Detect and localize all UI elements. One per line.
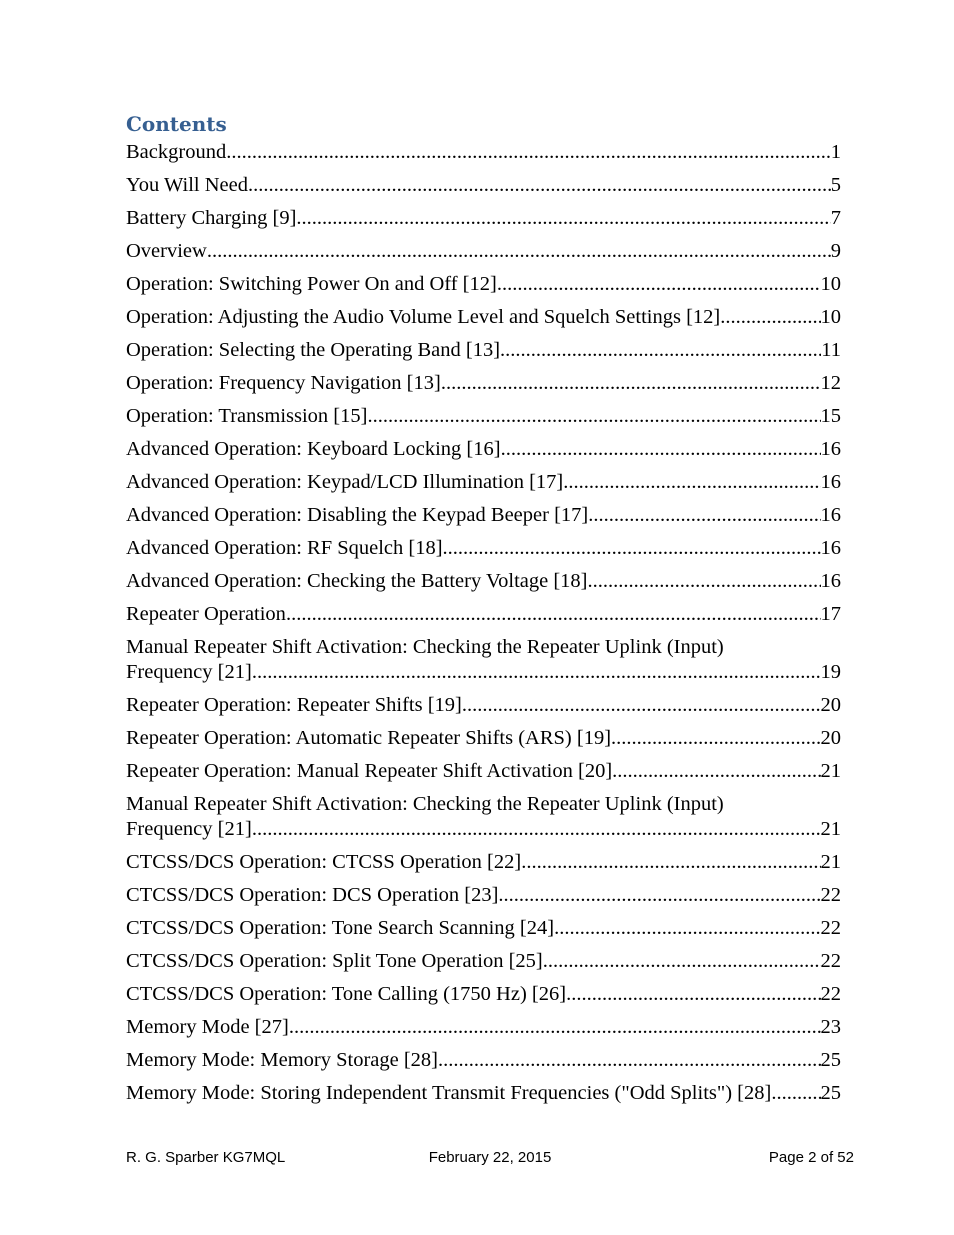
toc-entry-page: 15 [820,405,841,427]
toc-entry-title: CTCSS/DCS Operation: Split Tone Operation [25] [126,950,543,972]
toc-entry-title: Overview [126,240,207,262]
toc-entry-page: 10 [820,306,841,328]
toc-entry-title: Advanced Operation: Keyboard Locking [16] [126,438,501,460]
toc-entry[interactable] [126,305,841,330]
toc-entry-title: CTCSS/DCS Operation: CTCSS Operation [22] [126,851,522,873]
dot-leader [500,338,821,363]
footer-date: February 22, 2015 [428,1149,552,1166]
dot-leader [611,726,820,751]
toc-entry[interactable] [126,759,841,784]
toc-entry-title: Battery Charging [9] [126,207,297,229]
dot-leader [588,503,820,528]
toc-entry-page: 22 [820,917,841,939]
toc-entry[interactable] [126,536,841,561]
dot-leader [286,602,821,627]
toc-entry-title: Operation: Adjusting the Audio Volume Level and Squelch Settings [12] [126,306,721,328]
dot-leader [207,239,831,264]
toc-entry-page: 5 [830,174,841,196]
toc-entry-title: Background [126,141,227,163]
toc-entry-page: 22 [820,950,841,972]
toc-heading: Contents [126,112,227,136]
dot-leader [497,272,821,297]
toc-entry[interactable] [126,726,841,751]
toc-entry-page: 1 [830,141,841,163]
toc-entry[interactable] [126,982,841,1007]
dot-leader [498,883,820,908]
toc-entry-page: 20 [820,694,841,716]
toc-entry-title: CTCSS/DCS Operation: Tone Calling (1750 Hz) [26] [126,983,567,1005]
dot-leader [521,850,820,875]
toc-entry-page: 16 [820,504,841,526]
toc-entry-title: Operation: Frequency Navigation [13] [126,372,441,394]
toc-entry-page: 21 [820,760,841,782]
page-footer [126,1149,854,1169]
toc-entry[interactable] [126,140,841,165]
toc-entry-page: 19 [820,661,841,683]
toc-entry-title: Memory Mode: Storing Independent Transmit Frequencies ("Odd Splits") [28] [126,1082,772,1104]
toc-entry[interactable] [126,338,841,363]
dot-leader [563,470,820,495]
toc-entry-title: Operation: Switching Power On and Off [12] [126,273,497,295]
toc-entry[interactable] [126,883,841,908]
toc-entry-title: Advanced Operation: Keypad/LCD Illumination [17] [126,471,564,493]
toc-entry[interactable] [126,371,841,396]
toc-entry[interactable] [126,949,841,974]
toc-entry-page: 25 [820,1082,841,1104]
footer-page-number: Page 2 of 52 [768,1149,854,1166]
toc-entry[interactable] [126,272,841,297]
toc-entry-page: 16 [820,471,841,493]
dot-leader [443,536,821,561]
toc-entry[interactable] [126,503,841,528]
dot-leader [501,437,821,462]
dot-leader [612,759,820,784]
toc-entry[interactable] [126,1015,841,1040]
toc-entry-page: 7 [830,207,841,229]
toc-entry[interactable] [126,239,841,264]
dot-leader [438,1048,821,1073]
toc-entry-page: 23 [820,1016,841,1038]
toc-entry-title: CTCSS/DCS Operation: DCS Operation [23] [126,884,499,906]
dot-leader [554,916,820,941]
dot-leader [226,140,831,165]
toc-entry-title: Repeater Operation: Repeater Shifts [19] [126,694,462,716]
dot-leader [252,660,821,685]
toc-entry-page: 11 [821,339,841,361]
toc-entry-page: 16 [820,570,841,592]
toc-entry-title: You Will Need [126,174,248,196]
toc-entry-title: Advanced Operation: Checking the Battery Voltage [18] [126,570,588,592]
dot-leader [771,1081,820,1106]
dot-leader [441,371,821,396]
toc-entry[interactable] [126,206,841,231]
toc-entry-page: 25 [820,1049,841,1071]
toc-entry-title: Repeater Operation: Manual Repeater Shift Activation [20] [126,760,613,782]
toc-entry[interactable] [126,693,841,718]
toc-entry-title: Operation: Transmission [15] [126,405,368,427]
toc-entry-title: CTCSS/DCS Operation: Tone Search Scanning [24] [126,917,555,939]
toc-entry-title-continued: Frequency [21] [126,661,252,683]
toc-entry[interactable] [126,569,841,594]
dot-leader [720,305,820,330]
toc-entry[interactable] [126,470,841,495]
dot-leader [566,982,820,1007]
toc-entry-page: 22 [820,983,841,1005]
toc-entry-title: Repeater Operation: Automatic Repeater Shifts (ARS) [19] [126,727,612,749]
toc-entry[interactable] [126,1048,841,1073]
toc-entry-title: Memory Mode: Memory Storage [28] [126,1049,438,1071]
dot-leader [248,173,831,198]
toc-entry[interactable] [126,850,841,875]
toc-entry[interactable] [126,602,841,627]
toc-entry-page: 16 [820,438,841,460]
toc-entry-title: Manual Repeater Shift Activation: Checking the Repeater Uplink (Input) [126,636,724,658]
toc-entry-page: 20 [820,727,841,749]
toc-entry-title: Memory Mode [27] [126,1016,289,1038]
dot-leader [252,817,821,842]
dot-leader [367,404,820,429]
toc-entry-title-continued: Frequency [21] [126,818,252,840]
dot-leader [289,1015,821,1040]
toc-entry-page: 10 [820,273,841,295]
toc-entry[interactable] [126,1081,841,1106]
dot-leader [543,949,821,974]
dot-leader [462,693,821,718]
toc-entry-title: Manual Repeater Shift Activation: Checking the Repeater Uplink (Input) [126,793,724,815]
toc-entry[interactable] [126,792,841,842]
toc-entry-page: 17 [820,603,841,625]
toc-entry-title: Advanced Operation: RF Squelch [18] [126,537,443,559]
toc-entry-page: 9 [830,240,841,262]
toc-entry[interactable] [126,437,841,462]
toc-entry-page: 22 [820,884,841,906]
table-of-contents [126,140,841,1114]
toc-entry[interactable] [126,635,841,685]
toc-entry[interactable] [126,404,841,429]
toc-entry-page: 21 [820,851,841,873]
toc-entry-page: 16 [820,537,841,559]
footer-author: R. G. Sparber KG7MQL [126,1149,286,1166]
toc-entry-title: Advanced Operation: Disabling the Keypad Beeper [17] [126,504,589,526]
dot-leader [588,569,821,594]
toc-entry-title: Operation: Selecting the Operating Band [13] [126,339,501,361]
dot-leader [296,206,830,231]
toc-entry[interactable] [126,173,841,198]
toc-entry-page: 12 [820,372,841,394]
toc-entry-title: Repeater Operation [126,603,286,625]
toc-entry-page: 21 [820,818,841,840]
toc-entry[interactable] [126,916,841,941]
